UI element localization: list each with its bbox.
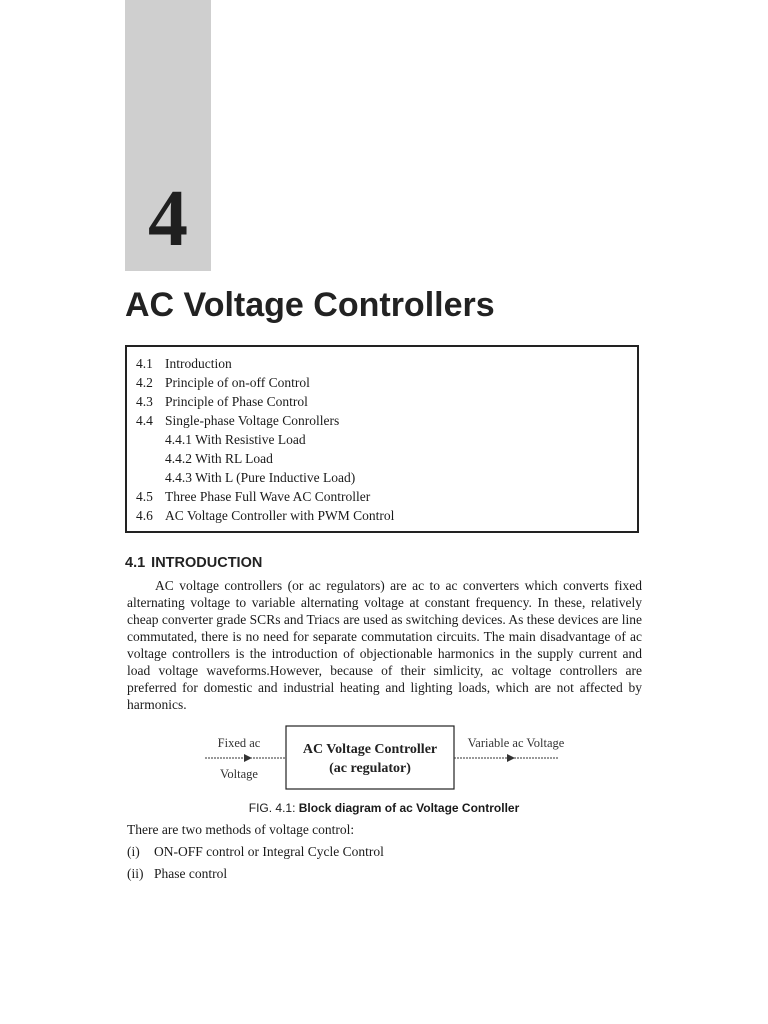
- toc-item-label: Principle of Phase Control: [165, 394, 308, 409]
- toc-item: [136, 506, 637, 525]
- chapter-number-tab: [125, 0, 211, 271]
- controller-box-line2: (ac regulator): [329, 761, 411, 776]
- toc-item-label: AC Voltage Controller with PWM Control: [165, 508, 395, 523]
- method-item: [127, 843, 384, 860]
- output-arrowhead: [507, 754, 515, 762]
- figure-caption-label: FIG. 4.1:: [248, 801, 296, 815]
- figure-caption-text: Block diagram of ac Voltage Controller: [298, 801, 520, 815]
- section-number: 4.1: [125, 555, 146, 571]
- controller-box: [286, 726, 454, 789]
- toc-item-label: Introduction: [165, 356, 232, 371]
- method-marker: (ii): [127, 866, 144, 881]
- section-title: INTRODUCTION: [151, 555, 263, 571]
- method-text: Phase control: [154, 866, 228, 881]
- input-label-bottom: Voltage: [220, 767, 258, 781]
- toc-subitem: [136, 449, 637, 468]
- input-arrowhead: [244, 754, 252, 762]
- toc-item-label: Three Phase Full Wave AC Controller: [165, 489, 371, 504]
- toc-item-label: Single-phase Voltage Conrollers: [165, 413, 340, 428]
- table-of-contents: [125, 345, 639, 533]
- toc-item-number: 4.1: [136, 356, 153, 371]
- toc-item: [136, 411, 637, 430]
- controller-box-line1: AC Voltage Controller: [302, 742, 438, 757]
- toc-item-label: 4.4.2 With RL Load: [165, 451, 273, 466]
- method-item: [127, 865, 227, 882]
- toc-item-number: 4.6: [136, 508, 153, 523]
- toc-item-number: 4.4: [136, 413, 153, 428]
- toc-item-number: 4.2: [136, 375, 153, 390]
- chapter-number: 4: [148, 175, 188, 263]
- block-diagram: [200, 722, 570, 796]
- figure-caption: [0, 800, 768, 816]
- method-text: ON-OFF control or Integral Cycle Control: [154, 844, 384, 859]
- output-label: Variable ac Voltage: [467, 736, 565, 750]
- toc-item-number: 4.5: [136, 489, 153, 504]
- toc-item: [136, 487, 637, 506]
- methods-intro: There are two methods of voltage control:: [127, 822, 355, 837]
- toc-item-label: 4.4.1 With Resistive Load: [165, 432, 306, 447]
- toc-item: [136, 373, 637, 392]
- section-heading: [125, 553, 262, 573]
- intro-paragraph: AC voltage controllers (or ac regulators) are ac to ac converters which converts fixed alternating voltage to variable alternating voltage at constant frequency. In these, relatively cheap converter grade SCRs and Triacs are used as switching devices. As these devices are line commutated, there is no need for separate commutation circuits. The main disadvantage of ac voltage controllers is the introduction of objectionable harmonics in the supply current and load voltage waveforms.However, because of their simlicity, ac voltage controllers are preferred for domestic and industrial heating and lighting loads, which are not affected by harmonics.: [127, 578, 642, 712]
- method-marker: (i): [127, 844, 140, 859]
- toc-item-label: 4.4.3 With L (Pure Inductive Load): [165, 470, 356, 485]
- toc-item-number: 4.3: [136, 394, 153, 409]
- toc-subitem: [136, 430, 637, 449]
- toc-subitem: [136, 468, 637, 487]
- toc-item: [136, 392, 637, 411]
- input-label-top: Fixed ac: [217, 736, 261, 750]
- toc-item-label: Principle of on-off Control: [165, 375, 310, 390]
- toc-item: [136, 354, 637, 373]
- chapter-title: AC Voltage Controllers: [125, 286, 495, 324]
